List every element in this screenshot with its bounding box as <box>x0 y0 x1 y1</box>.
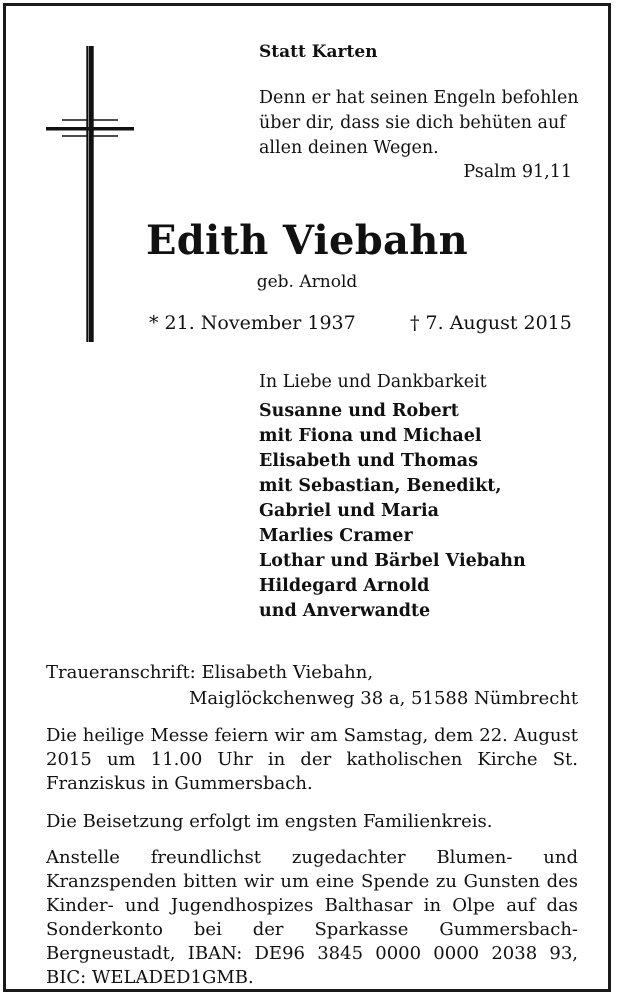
mourner-name: Gabriel und Maria <box>259 501 439 521</box>
deceased-name: Edith Viebahn <box>145 217 469 264</box>
statt-karten-label: Statt Karten <box>259 42 378 62</box>
mourner-name: Susanne und Robert <box>259 401 459 421</box>
mourning-address-line-2: Maiglöckchenweg 38 a, 51588 Nümbrecht <box>189 688 579 709</box>
mourning-address-line-1: Traueranschrift: Elisabeth Viebahn, <box>46 662 374 683</box>
birth-name: geb. Arnold <box>256 272 358 292</box>
death-date: † 7. August 2015 <box>410 312 572 334</box>
donation-request: Anstelle freundlichst zugedachter Blumen- und Kranzspenden bitten wir um eine Spende zu Gunsten des Kinder- und Jugendhospizes Balthasar in Olpe auf das Sonderkonto bei der Sparkasse Gummersbach-Bergneustadt, IBAN: DE96 3845 0000 0000 2038 93, BIC: WELADED1GMB. <box>46 847 578 988</box>
mourner-name: Hildegard Arnold <box>259 576 430 596</box>
birth-date: * 21. November 1937 <box>149 312 356 334</box>
mourners-intro: In Liebe und Dankbarkeit <box>259 372 487 392</box>
cross-icon <box>46 44 134 344</box>
verse-line: über dir, dass sie dich behüten auf <box>259 113 566 133</box>
mourner-name: mit Fiona und Michael <box>259 426 482 446</box>
mass-announcement: Die heilige Messe feiern wir am Samstag, dem 22. August 2015 um 11.00 Uhr in der katholischen Kirche St. Franziskus in Gummersbach. <box>46 725 578 794</box>
obituary-notice <box>3 3 611 992</box>
mourner-name: Lothar und Bärbel Viebahn <box>259 551 526 571</box>
verse-reference: Psalm 91,11 <box>463 162 572 182</box>
mourners-list <box>259 399 526 624</box>
verse-line: Denn er hat seinen Engeln befohlen <box>259 88 579 108</box>
burial-note: Die Beisetzung erfolgt im engsten Familienkreis. <box>46 811 493 832</box>
verse-line: allen deinen Wegen. <box>259 138 439 158</box>
bible-verse <box>259 86 579 161</box>
mourner-name: und Anverwandte <box>259 601 431 621</box>
mourner-name: Marlies Cramer <box>259 526 413 546</box>
mourner-name: mit Sebastian, Benedikt, <box>259 476 502 496</box>
mourner-name: Elisabeth und Thomas <box>259 451 478 471</box>
